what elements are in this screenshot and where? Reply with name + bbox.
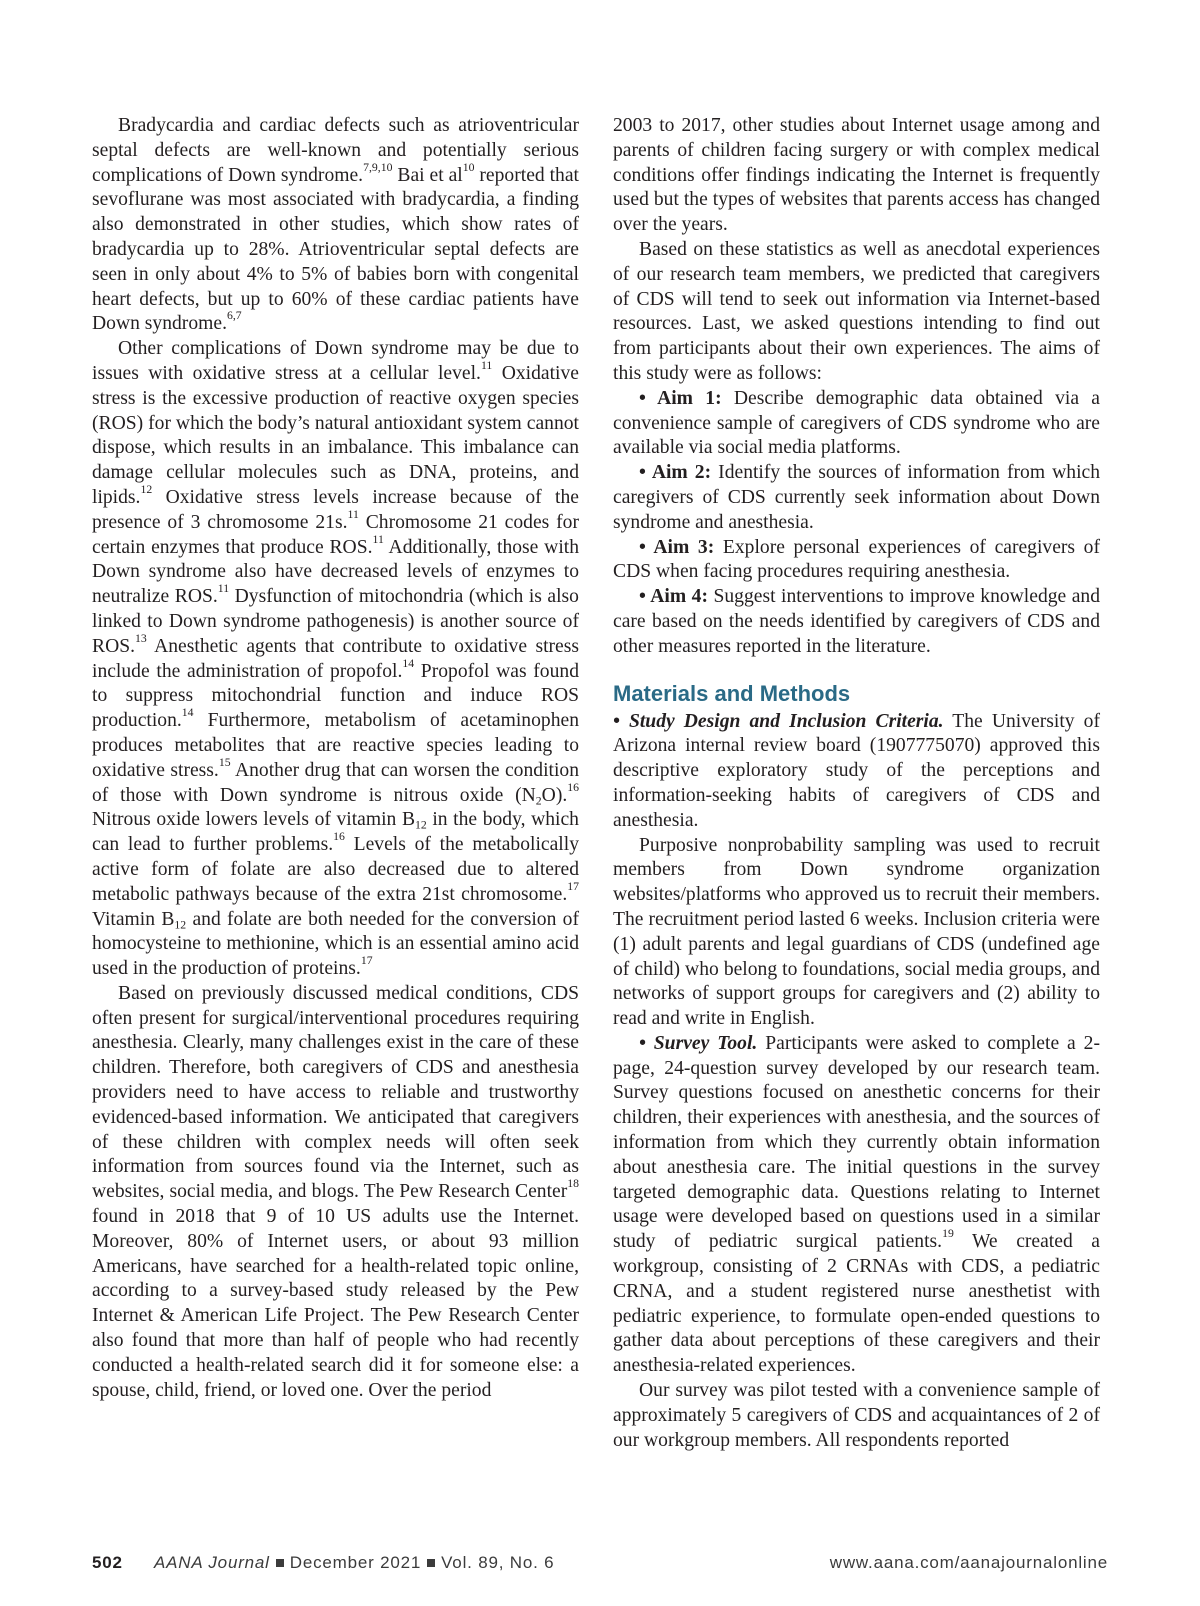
separator-square-icon — [276, 1559, 284, 1567]
paragraph-continuation: 2003 to 2017, other studies about Internet usage among and parents of children facing surgery or with complex medical conditions offer findings indicating the Internet is frequently used but the types of websites that parents access has changed over the years. — [613, 115, 1100, 236]
aim-2: • Aim 2: Identify the sources of information from which caregivers of CDS currently seek information about Down syndrome and anesthesia. — [613, 462, 1101, 533]
paragraph-bradycardia: Bradycardia and cardiac defects such as atrioventricular septal defects are well-known and potentially serious complications of Down syndrome.$^{7,9,10}$ Bai et $al^{10}$ reported that sevoflurane was most associated with bradycardia, a finding also demonstrated in other studies, which show rates of bradycardia up to 28%. Atrioventricular septal defects are seen in only about 4% to 5% of babies born with congenital heart defects, but up to 60% of these cardiac patients have Down syndrome.$^{6,7}$ — [92, 115, 579, 335]
paragraph-sampling: Purposive nonprobability sampling was used to recruit members from Down syndrome organization websites/platforms who approved us to recruit their members. The recruitment period lasted 6 weeks. Inclusion criteria were (1) adult parents and legal guardians of CDS (undefined age of child) who belong to foundations, social media groups, and networks of support groups for caregivers and (2) ability to read and write in English. — [613, 834, 1100, 1030]
section-heading-materials-methods: Materials and Methods — [613, 680, 851, 706]
paragraph-study-design: • Study Design and Inclusion Criteria. The University of Arizona internal review board (1907775070) approved this descriptive exploratory study of the perceptions and information-seeking habits of caregivers of CDS and anesthesia. — [613, 710, 1100, 831]
paragraph-pilot: Our survey was pilot tested with a convenience sample of approximately 5 caregivers of CDS and acquaintances of 2 of our workgroup members. All respondents reported — [613, 1380, 1100, 1451]
paragraph-internet-usage: Based on previously discussed medical conditions, CDS often present for surgical/interventional procedures requiring anesthesia. Clearly, many challenges exist in the care of these children. Therefore, both caregivers of CDS and anesthesia providers need to have access to reliable and trustworthy evidenced-based information. We anticipated that caregivers of these children with complex needs will often seek information from sources found via the Internet, such as websites, social media, and blogs. The Pew Research Center$^{18}$ found in 2018 that 9 of 10 US adults use the Internet. Moreover, 80% of Internet users, or about 93 million Americans, have searched for a health-related topic online, according to a survey-based study released by the Pew Internet & American Life Project. The Pew Research Center also found that more than half of people who had recently conducted a health-related search did it for someone else: a spouse, child, friend, or loved one. Over the period — [92, 982, 579, 1401]
paragraph-aims-intro: Based on these statistics as well as anecdotal experiences of our research team members, we predicted that caregivers of CDS will tend to seek out information via Internet-based resources. Last, we asked questions intending to find out from participants about their own experiences. The aims of this study were as follows: — [613, 238, 1100, 384]
aim-3: • Aim 3: Explore personal experiences of caregivers of CDS when facing procedures requiring anesthesia. — [613, 536, 1101, 583]
page-number: 502 — [92, 1553, 123, 1572]
aim-4: • Aim 4: Suggest interventions to improve knowledge and care based on the needs identified by caregivers of CDS and other measures reported in the literature. — [613, 586, 1101, 657]
page-footer — [92, 1553, 1108, 1575]
journal-citation: AANA Journal December 2021 Vol. 89, No. 6 — [154, 1553, 555, 1572]
aim-1: • Aim 1: Describe demographic data obtained via a convenience sample of caregivers of CDS syndrome who are available via social media platforms. — [613, 387, 1101, 459]
journal-url[interactable]: www.aana.com/aanajournalonline — [829, 1553, 1108, 1572]
separator-square-icon — [427, 1559, 435, 1567]
left-column — [92, 114, 579, 1403]
right-column — [613, 114, 1100, 1453]
paragraph-oxidative-stress: Other complications of Down syndrome may be due to issues with oxidative stress at a cellular level.$^{11}$ Oxidative stress is the excessive production of reactive oxygen species (ROS) for which the body’s natural antioxidant system cannot dispose, which results in an imbalance. This imbalance can damage cellular molecules such as DNA, proteins, and lipids.$^{12}$ Oxidative stress levels increase because of the presence of 3 chromosome 21s.$^{11}$ Chromosome 21 codes for certain enzymes that produce ROS.$^{11}$ Additionally, those with Down syndrome also have decreased levels of enzymes to neutralize ROS.$^{11}$ Dysfunction of mitochondria (which is also linked to Down syndrome pathogenesis) is another source of ROS.$^{13}$ Anesthetic agents that contribute to oxidative stress include the administration of propofol.$^{14}$ Propofol was found to suppress mitochondrial function and induce ROS production.$^{14}$ Furthermore, metabolism of acetaminophen produces metabolites that are reactive species leading to oxidative stress.$^{15}$ Another drug that can worsen the condition of those with Down syndrome is nitrous oxide $(N_2O).^{16}$ Nitrous oxide lowers levels of vitamin $B_{12}$ in the body, which can lead to further problems.$^{16}$ Levels of the metabolically active form of folate are also decreased due to altered metabolic pathways because of the extra 21st chromosome.$^{17}$ Vitamin $B_{12}$ and folate are both needed for the conversion of homocysteine to methionine, which is an essential amino acid used in the production of proteins.$^{17}$ — [92, 338, 580, 980]
paragraph-survey-tool: • Survey Tool. Participants were asked to complete a 2-page, 24-question survey developed by our research team. Survey questions focused on anesthetic concerns for their children, their experiences with anesthesia, and the sources of information from which they currently obtain information about anesthesia care. The initial questions in the survey targeted demographic data. Questions relating to Internet usage were developed based on questions used in a similar study of pediatric surgical patients.$^{19}$ We created a workgroup, consisting of 2 CRNAs with CDS, a pediatric CRNA, and a student registered nurse anesthetist with pediatric experience, to formulate open-ended questions to gather data about perceptions of these caregivers and their anesthesia-related experiences. — [613, 1032, 1100, 1377]
